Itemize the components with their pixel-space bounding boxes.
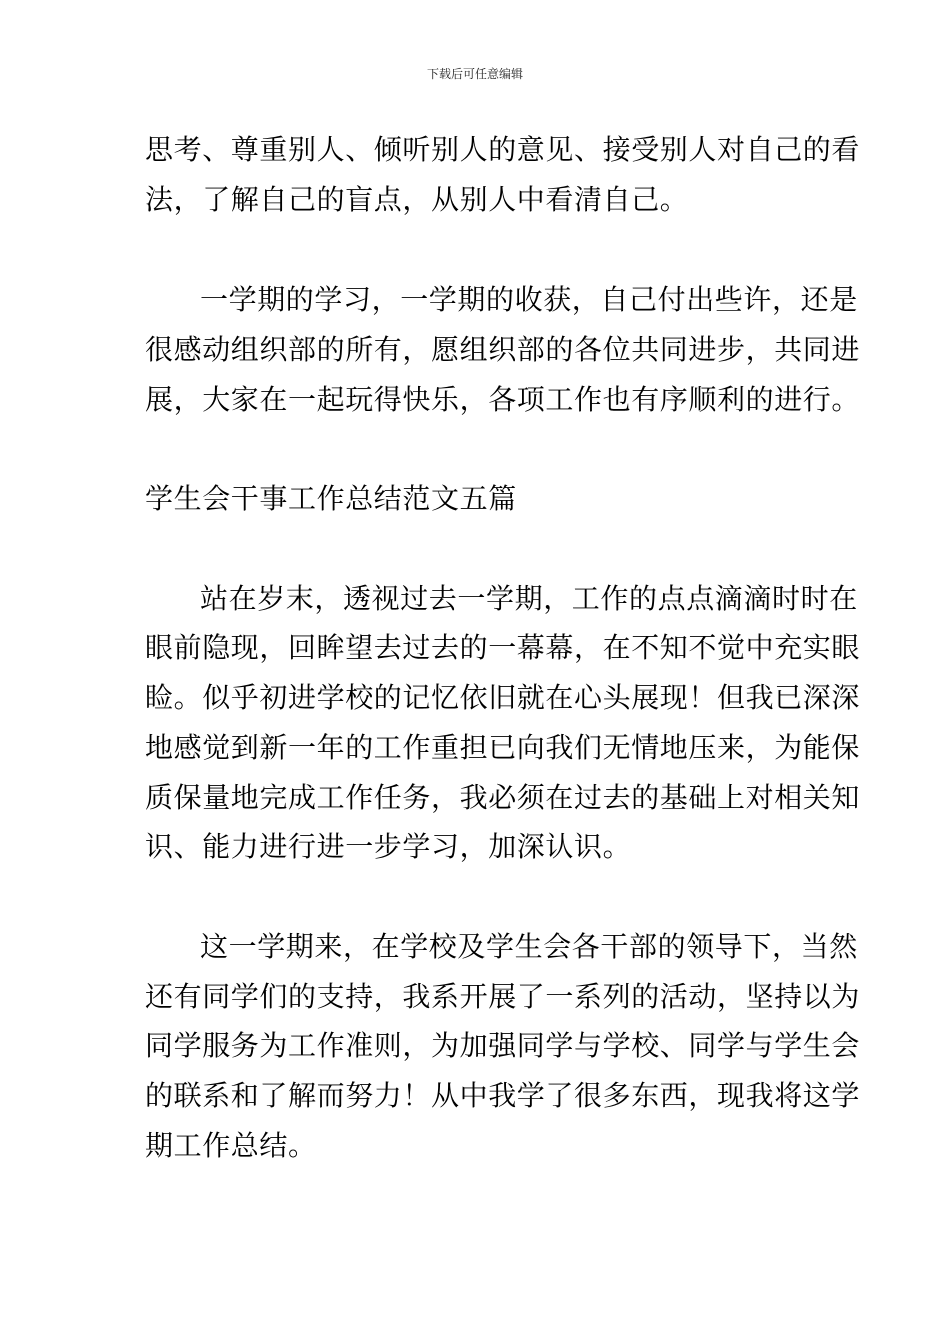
page-header: 下载后可任意编辑 (426, 67, 523, 81)
paragraph-4-line-4: 的联系和了解而努力！从中我学了很多东西，现我将这学 (145, 1079, 861, 1112)
paragraph-1-line-2: 法，了解自己的盲点，从别人中看清自己。 (145, 183, 689, 216)
paragraph-2-line-1: 一学期的学习，一学期的收获，自己付出些许，还是 (200, 283, 858, 316)
paragraph-2-line-2: 很感动组织部的所有，愿组织部的各位共同进步，共同进 (145, 333, 861, 366)
paragraph-3-line-2: 眼前隐现，回眸望去过去的一幕幕，在不知不觉中充实眼 (145, 631, 861, 664)
paragraph-1-line-1: 思考、尊重别人、倾听别人的意见、接受别人对自己的看 (145, 133, 861, 166)
paragraph-3-line-4: 地感觉到新一年的工作重担已向我们无情地压来，为能保 (145, 731, 861, 764)
paragraph-4-line-1: 这一学期来，在学校及学生会各干部的领导下，当然 (200, 930, 858, 963)
paragraph-4-line-5: 期工作总结。 (145, 1129, 317, 1162)
paragraph-4-line-3: 同学服务为工作准则，为加强同学与学校、同学与学生会 (145, 1029, 861, 1062)
paragraph-3-line-3: 睑。似乎初进学校的记忆依旧就在心头展现！但我已深深 (145, 681, 861, 714)
paragraph-3-line-5: 质保量地完成工作任务，我必须在过去的基础上对相关知 (145, 781, 861, 814)
paragraph-2-line-3: 展，大家在一起玩得快乐，各项工作也有序顺利的进行。 (145, 383, 861, 416)
paragraph-3-line-6: 识、能力进行进一步学习，加深认识。 (145, 830, 632, 863)
paragraph-4-line-2: 还有同学们的支持，我系开展了一系列的活动，坚持以为 (145, 980, 861, 1013)
paragraph-3-line-1: 站在岁末，透视过去一学期，工作的点点滴滴时时在 (200, 582, 858, 615)
section-heading: 学生会干事工作总结范文五篇 (145, 482, 517, 515)
